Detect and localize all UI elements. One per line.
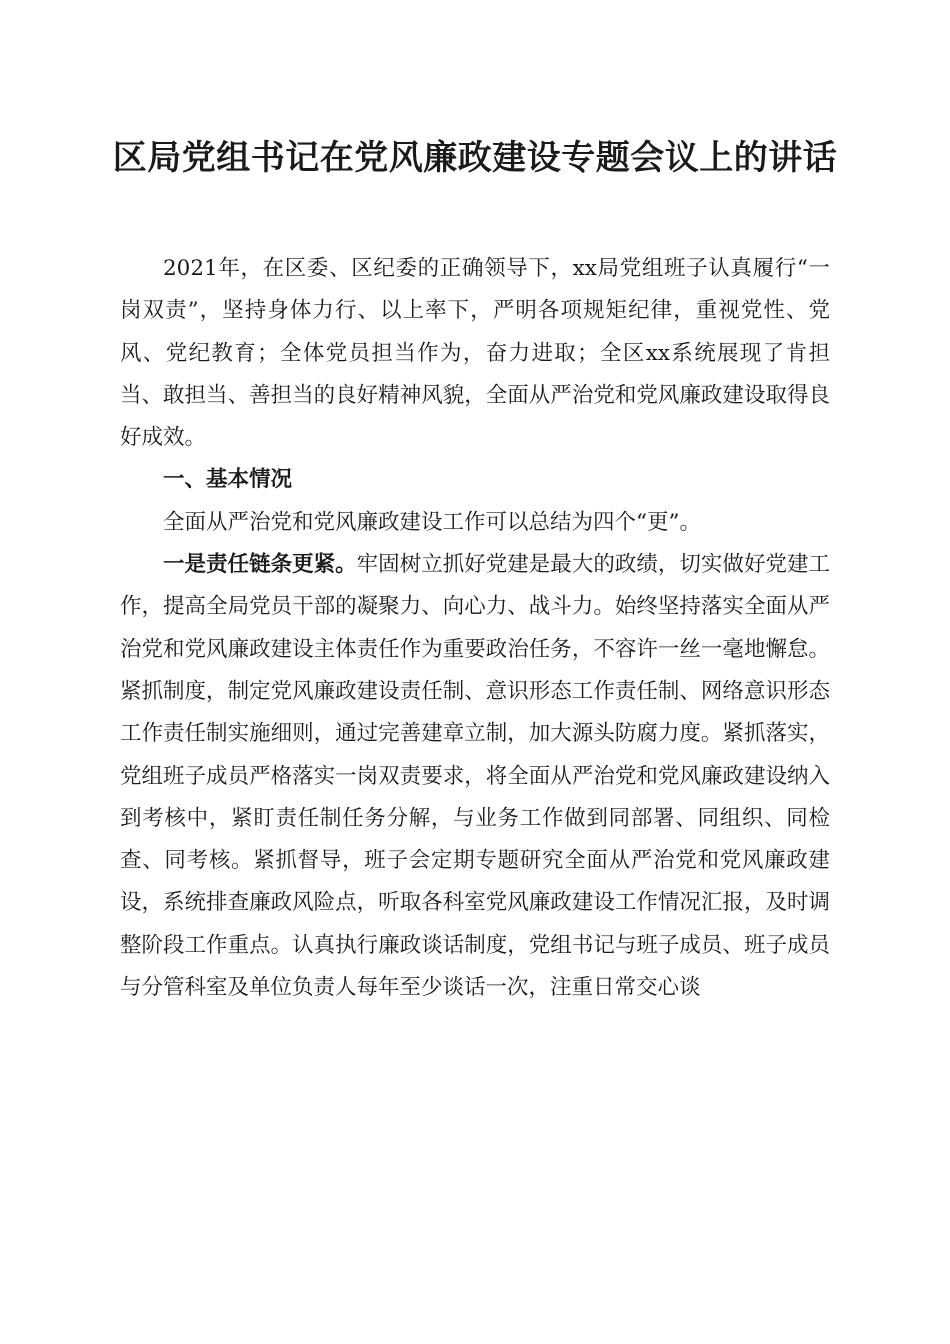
document-title: 区局党组书记在党风廉政建设专题会议上的讲话 [112, 138, 838, 178]
section-heading-basic-situation: 一、基本情况 [163, 467, 293, 493]
point-one-lead: 一是责任链条更紧。 [163, 552, 357, 578]
intro-paragraph: 2021年，在区委、区纪委的正确领导下，xx局党组班子认真履行“一岗双责”，坚持身体力行、以上率下，严明各项规矩纪律，重视党性、党风、党纪教育；全体党员担当作为，奋力进取；全区xx系统展现了肯担当、敢担当、善担当的良好精神风貌，全面从严治党和党风廉政建设取得良好成效。 [120, 256, 830, 451]
point-one-text: 牢固树立抓好党建是最大的政绩，切实做好党建工作，提高全局党员干部的凝聚力、向心力、战斗力。始终坚持落实全面从严治党和党风廉政建设主体责任作为重要政治任务，不容许一丝一毫地懈怠。紧抓制度，制定党风廉政建设责任制、意识形态工作责任制、网络意识形态工作责任制实施细则，通过完善建章立制，加大源头防腐力度。紧抓落实，党组班子成员严格落实一岗双责要求，将全面从严治党和党风廉政建设纳入到考核中，紧盯责任制任务分解，与业务工作做到同部署、同组织、同检查、同考核。紧抓督导，班子会定期专题研究全面从严治党和党风廉政建设，系统排查廉政风险点，听取各科室党风廉政建设工作情况汇报，及时调整阶段工作重点。认真执行廉政谈话制度，党组书记与班子成员、班子成员与分管科室及单位负责人每年至少谈话一次，注重日常交心谈 [120, 552, 830, 1001]
point-one-paragraph [120, 544, 830, 1009]
summary-paragraph: 全面从严治党和党风廉政建设工作可以总结为四个“更”。 [163, 509, 701, 535]
document-body [120, 248, 830, 1009]
